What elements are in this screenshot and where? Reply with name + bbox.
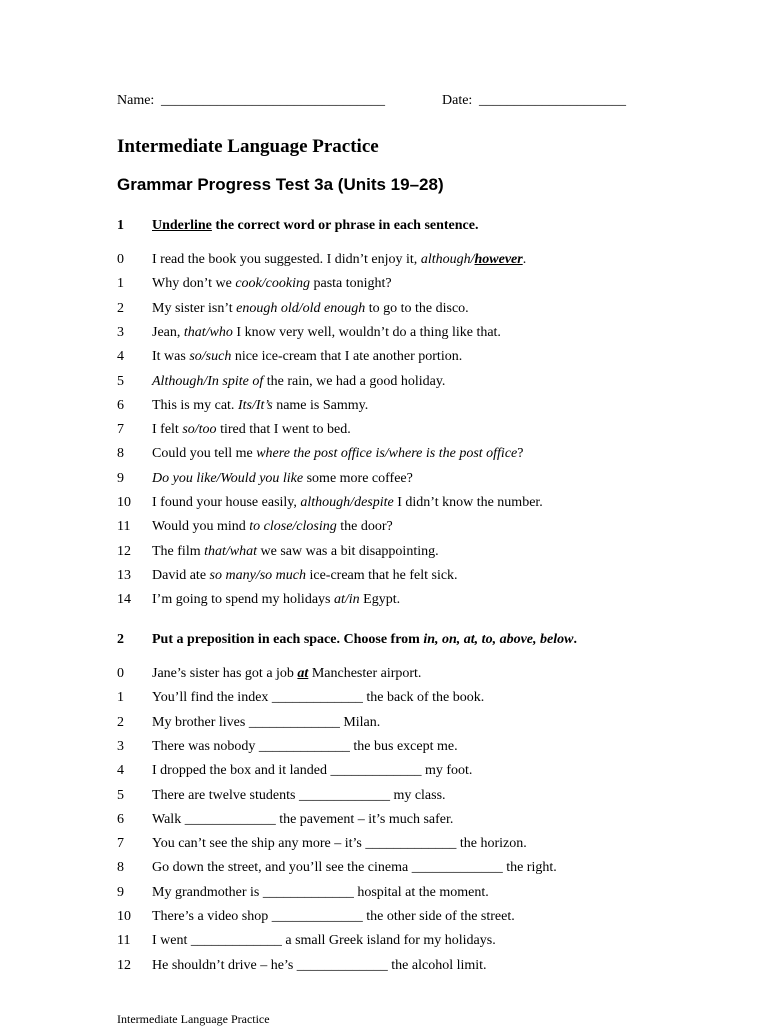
item-sentence <box>152 471 413 487</box>
sentence-text: You can’t see the ship any more – it’s _____________ the horizon. <box>152 836 527 852</box>
item-number: 14 <box>117 592 131 608</box>
sentence-text: My sister isn’t <box>152 300 237 316</box>
sentence-text: There was nobody _____________ the bus except me. <box>152 738 458 754</box>
section2-number: 2 <box>117 632 124 647</box>
item-number: 11 <box>117 519 131 535</box>
section2-instruction-end: . <box>573 632 577 647</box>
item-sentence <box>152 374 445 390</box>
item-sentence <box>152 739 458 755</box>
item-number: 7 <box>117 422 124 438</box>
item-sentence <box>152 544 439 560</box>
sentence-text: . <box>522 252 527 267</box>
sentence-text: I’m going to spend my holidays <box>152 592 334 608</box>
answer-example: however <box>474 252 523 267</box>
sentence-text: nice ice-cream that I ate another portion. <box>231 349 463 365</box>
item-number: 5 <box>117 373 124 389</box>
item-number: 0 <box>117 666 124 681</box>
item-number: 6 <box>117 397 124 413</box>
sentence-text: the door? <box>336 519 393 535</box>
sentence-text: There are twelve students _____________ my class. <box>152 787 446 803</box>
sentence-text: Walk _____________ the pavement – it’s much safer. <box>152 811 454 827</box>
choice-text: enough old/old enough <box>236 300 366 316</box>
item-sentence <box>152 301 469 317</box>
item-number: 10 <box>117 909 131 924</box>
sentence-text: My grandmother is _____________ hospital at the moment. <box>152 884 489 900</box>
footer: Intermediate Language Practice <box>117 1012 270 1026</box>
sentence-text: You’ll find the index _____________ the back of the book. <box>152 690 485 706</box>
choice-text: so/too <box>182 422 217 438</box>
item-sentence <box>152 860 557 876</box>
sentence-text: I felt <box>152 422 183 438</box>
choice-text: Although/In spite of <box>152 373 264 389</box>
sentence-text: we saw was a bit disappointing. <box>257 543 439 559</box>
sentence-text: Manchester airport. <box>308 666 422 681</box>
item-sentence <box>152 422 351 438</box>
sentence-text: Go down the street, and you’ll see the cinema _____________ the right. <box>152 860 557 876</box>
sentence-text: I didn’t know the number. <box>393 495 543 510</box>
item-sentence <box>152 885 489 901</box>
item-number: 9 <box>117 470 124 486</box>
choice-text: where the post office is/where is the post office <box>256 446 518 462</box>
section2-choices: in, on, at, to, above, below <box>423 632 574 647</box>
sentence-text: It was <box>152 349 190 365</box>
section1-heading <box>0 218 768 238</box>
section2-instruction-text: Put a preposition in each space. Choose from <box>152 632 424 647</box>
item-sentence <box>152 276 392 292</box>
page-subtitle: Grammar Progress Test 3a (Units 19–28) <box>117 175 444 194</box>
sentence-text: Could you tell me <box>152 446 257 462</box>
choice-text: so many/so much <box>209 567 306 583</box>
item-sentence <box>152 495 543 511</box>
sentence-text: My brother lives _____________ Milan. <box>152 714 381 730</box>
item-sentence <box>152 909 515 925</box>
item-number: 13 <box>117 567 131 583</box>
item-sentence <box>152 788 446 804</box>
item-number: 2 <box>117 300 124 316</box>
sentence-text: Egypt. <box>359 592 401 608</box>
sentence-text: David ate <box>152 567 210 583</box>
sentence-text: I read the book you suggested. I didn’t enjoy it, <box>152 252 421 267</box>
name-label: Name: <box>117 93 155 108</box>
item-number: 6 <box>117 811 124 827</box>
item-number: 8 <box>117 860 124 876</box>
item-number: 10 <box>117 495 131 510</box>
section2-instruction <box>152 632 577 648</box>
choice-text: Do you like/Would you like <box>152 470 304 486</box>
section1-instruction-underlined: Underline <box>152 218 212 233</box>
sentence-text: name is Sammy. <box>272 397 369 413</box>
item-number: 1 <box>117 276 124 292</box>
sentence-text: He shouldn’t drive – he’s _____________ the alcohol limit. <box>152 957 487 973</box>
sentence-text: Why don’t we <box>152 276 236 292</box>
item-number: 11 <box>117 933 131 949</box>
choice-text: although/ <box>420 252 475 267</box>
item-sentence <box>152 252 526 268</box>
sentence-text: Jane’s sister has got a job <box>152 666 298 681</box>
item-sentence <box>152 836 527 852</box>
item-sentence <box>152 325 501 341</box>
item-number: 7 <box>117 836 124 852</box>
choice-text: Its/It’s <box>237 397 273 413</box>
sentence-text: ice-cream that he felt sick. <box>305 567 458 583</box>
choice-text: at/in <box>334 592 360 608</box>
name-blank: ________________________________ <box>161 93 385 108</box>
item-number: 3 <box>117 324 124 340</box>
item-sentence <box>152 446 523 462</box>
item-sentence <box>152 763 472 779</box>
date-blank: _____________________ <box>479 93 626 108</box>
item-sentence <box>152 519 393 535</box>
sentence-text: The film <box>152 543 205 559</box>
sentence-text: This is my cat. <box>152 397 238 413</box>
sentence-text: I dropped the box and it landed _____________ my foot. <box>152 763 473 779</box>
item-number: 1 <box>117 690 124 706</box>
section1-instruction <box>152 218 478 234</box>
choice-text: that/who <box>183 324 233 340</box>
sentence-text: Would you mind <box>152 519 250 535</box>
sentence-text: some more coffee? <box>303 470 413 486</box>
item-sentence <box>152 568 458 584</box>
item-sentence <box>152 690 484 706</box>
date-label: Date: <box>442 93 473 108</box>
sentence-text: ? <box>517 446 524 462</box>
page-title: Intermediate Language Practice <box>117 136 379 157</box>
sentence-text: There’s a video shop _____________ the other side of the street. <box>152 909 515 924</box>
choice-text: although/despite <box>300 495 394 510</box>
item-number: 4 <box>117 349 124 365</box>
item-number: 0 <box>117 252 124 267</box>
item-sentence <box>152 592 400 608</box>
sentence-text: I went _____________ a small Greek island for my holidays. <box>152 933 496 949</box>
section1-number: 1 <box>117 218 124 233</box>
item-sentence <box>152 398 368 414</box>
sentence-text: to go to the disco. <box>365 300 469 316</box>
section2-heading <box>0 632 768 652</box>
choice-text: to close/closing <box>249 519 337 535</box>
item-number: 4 <box>117 763 124 779</box>
item-sentence <box>152 349 462 365</box>
item-sentence <box>152 958 487 974</box>
sentence-text: I know very well, wouldn’t do a thing like that. <box>232 324 501 340</box>
choice-text: that/what <box>204 543 258 559</box>
choice-text: so/such <box>189 349 232 365</box>
item-sentence <box>152 933 496 949</box>
sentence-text: pasta tonight? <box>309 276 392 292</box>
item-number: 2 <box>117 714 124 730</box>
choice-text: cook/cooking <box>235 276 310 292</box>
sentence-text: tired that I went to bed. <box>216 422 351 438</box>
item-number: 9 <box>117 884 124 900</box>
sentence-text: the rain, we had a good holiday. <box>263 373 446 389</box>
item-number: 8 <box>117 446 124 462</box>
item-sentence <box>152 715 380 731</box>
item-number: 12 <box>117 957 131 973</box>
sentence-text: Jean, <box>152 324 184 340</box>
item-sentence <box>152 812 453 828</box>
sentence-text: I found your house easily, <box>152 495 301 510</box>
item-number: 3 <box>117 738 124 754</box>
answer-example: at <box>297 666 309 681</box>
section1-instruction-rest: the correct word or phrase in each sentence. <box>211 218 479 233</box>
item-number: 12 <box>117 543 131 559</box>
item-number: 5 <box>117 787 124 803</box>
item-sentence <box>152 666 421 682</box>
